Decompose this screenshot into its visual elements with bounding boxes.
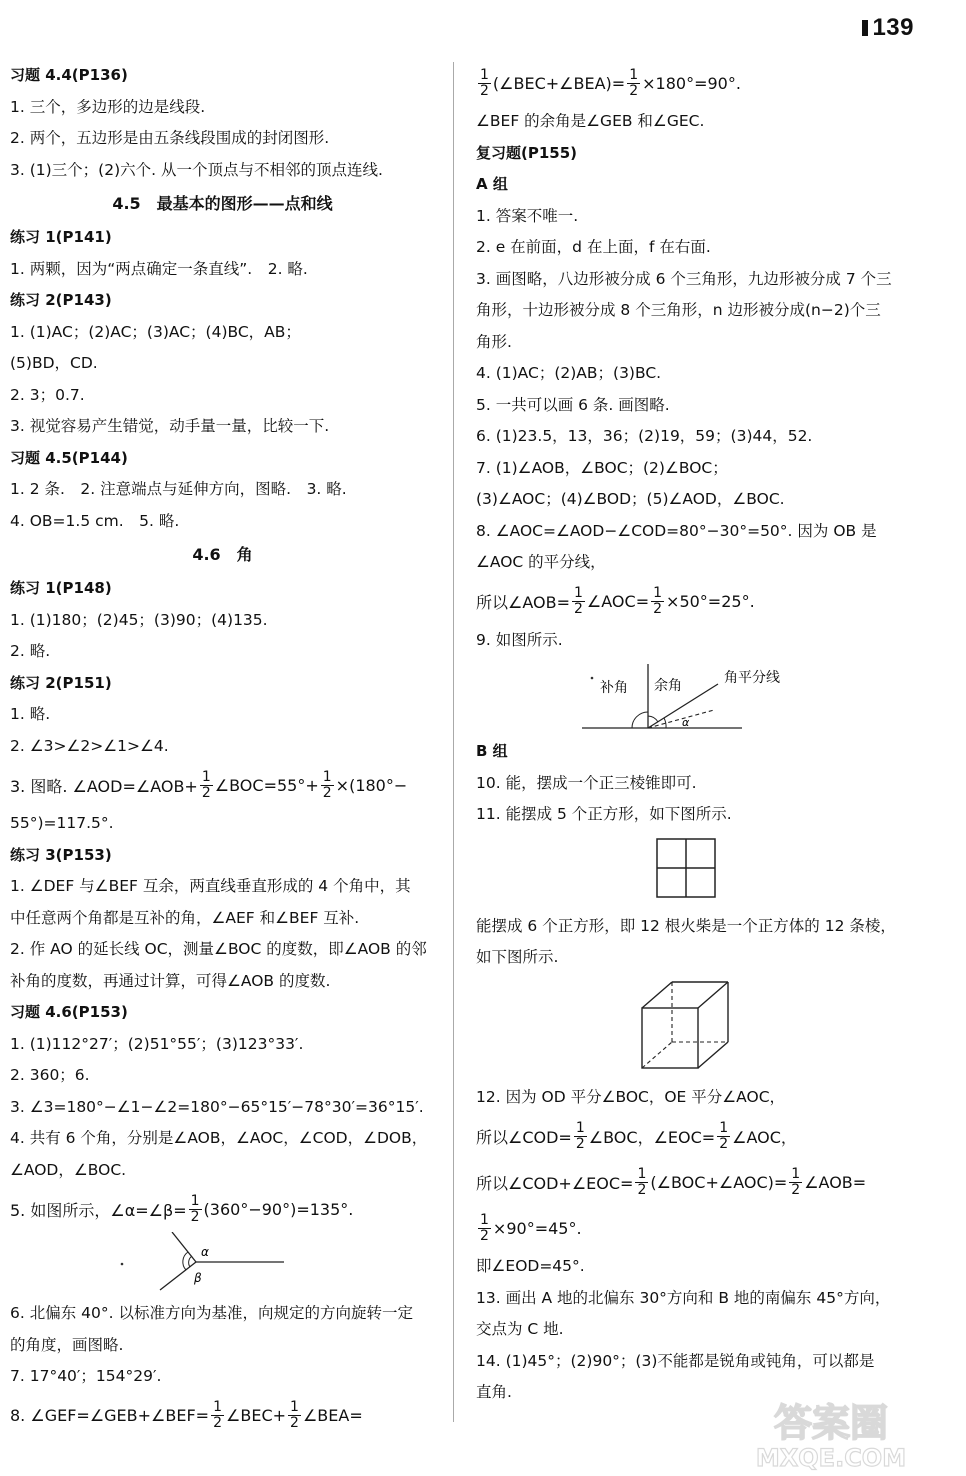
answer-line: 角形. (476, 332, 512, 351)
fraction-denominator: 2 (637, 1181, 647, 1198)
fraction-one-half (288, 1400, 301, 1431)
fraction-denominator: 2 (201, 784, 211, 801)
answer-line: 1. 两颗，因为“两点确定一条直线”. 2. 略. (10, 259, 308, 278)
answer-line: 4. OB=1.5 cm. 5. 略. (10, 511, 180, 530)
formula-text: ×50°=25°. (666, 592, 755, 611)
formula-text: ×180°=90°. (642, 73, 741, 93)
answer-line: 3. ∠3=180°−∠1−∠2=180°−65°15′−78°30′=36°15′. (10, 1097, 424, 1116)
fraction-denominator: 2 (322, 784, 332, 801)
exercise-heading: 练习 2(P151) (10, 673, 112, 692)
fraction-one-half (635, 1167, 648, 1198)
fraction-one-half (574, 1121, 587, 1152)
answer-line: 中任意两个角都是互补的角，∠AEF 和∠BEF 互补. (10, 908, 360, 927)
formula-text: ∠AOC= (586, 592, 650, 611)
formula-text: ∠BEC+ (226, 1406, 287, 1425)
answer-line: ∠BEF 的余角是∠GEB 和∠GEC. (476, 112, 705, 130)
fraction-denominator: 2 (719, 1135, 729, 1152)
answer-line: 7. (1)∠AOB，∠BOC；(2)∠BOC； (476, 458, 728, 477)
answer-line: 4. (1)AC；(2)AB；(3)BC. (476, 364, 662, 382)
fraction-numerator: 1 (791, 1165, 801, 1182)
answer-line: 1. 略. (10, 705, 51, 723)
answer-line: (5)BD，CD. (10, 354, 98, 372)
answer-line: 9. 如图所示. (476, 630, 563, 649)
answer-line: 1. ∠DEF 与∠BEF 互余，两直线垂直形成的 4 个角中，其 (10, 877, 411, 895)
answer-line: 10. 能，摆成一个正三棱锥即可. (476, 773, 697, 792)
answer-line: 2. e 在前面，d 在上面，f 在右面. (476, 238, 711, 256)
figure-angle-alpha-beta (10, 1232, 435, 1298)
formula-line (476, 579, 906, 625)
fraction-one-half (627, 68, 640, 99)
formula-text: ∠BOC=55°+ (214, 775, 319, 795)
exercise-heading: 练习 1(P141) (10, 228, 112, 246)
answer-line: 3. 画图略，八边形被分成 6 个三角形，九边形被分成 7 个三 (476, 269, 892, 288)
formula-text: (360°−90°)=135°. (203, 1199, 354, 1219)
cube-diagram (476, 974, 906, 1082)
answer-line: 1. (1)180；(2)45；(3)90；(4)135. (10, 610, 268, 629)
formula-line (10, 762, 435, 808)
answer-line: 1. (1)112°27′；(2)51°55′；(3)123°33′. (10, 1034, 304, 1053)
fraction-one-half (478, 68, 491, 99)
formula-line (476, 1159, 906, 1205)
formula-text: ∠AOC， (732, 1127, 797, 1147)
fraction-denominator: 2 (575, 1135, 585, 1152)
fraction-denominator: 2 (190, 1208, 200, 1225)
fraction-numerator: 1 (201, 768, 211, 785)
answer-line: 2. 360；6. (10, 1066, 90, 1084)
complementary-angle-label: 余角 (654, 678, 682, 694)
formula-text: (∠BEC+∠BEA)= (492, 73, 626, 93)
fraction-numerator: 1 (629, 66, 639, 83)
exercise-heading: 习题 4.6(P153) (10, 1003, 128, 1021)
fraction-one-half (651, 586, 664, 617)
answer-line: 2. 3；0.7. (10, 385, 85, 404)
fraction-denominator: 2 (653, 601, 663, 617)
formula-line (476, 1113, 906, 1159)
formula-line (10, 1393, 435, 1439)
answer-line: 能摆成 6 个正方形，即 12 根火柴是一个正方体的 12 条棱， (476, 916, 896, 935)
answer-line: 7. 17°40′；154°29′. (10, 1367, 162, 1385)
answer-line: 1. 答案不唯一. (476, 206, 579, 225)
group-heading: A 组 (476, 175, 508, 193)
fraction-numerator: 1 (480, 66, 489, 83)
formula-text: ∠AOB= (804, 1172, 867, 1192)
fraction-one-half (211, 1400, 224, 1431)
fraction-denominator: 2 (213, 1415, 223, 1431)
fraction-numerator: 1 (574, 585, 583, 601)
page-number: 139 (862, 14, 914, 42)
answer-line: 8. ∠AOC=∠AOD−∠COD=80°−30°=50°. 因为 OB 是 (476, 521, 877, 540)
supplementary-angle-label: 补角 (600, 680, 628, 696)
alpha-label: α (682, 716, 690, 729)
fraction-one-half (789, 1167, 802, 1198)
answer-line: 角形，十边形被分成 8 个三角形，n 边形被分成(n−2)个三 (476, 301, 881, 319)
figure-cube (476, 974, 906, 1082)
fraction-denominator: 2 (574, 601, 583, 617)
angle-diagram (10, 1232, 435, 1298)
answer-line: 补角的度数，再通过计算，可得∠AOB 的度数. (10, 971, 331, 990)
answer-line: ∠AOC 的平分线， (476, 553, 606, 571)
formula-text: 所以∠COD= (476, 1127, 572, 1147)
exercise-heading: 习题 4.4(P136) (10, 66, 128, 84)
fraction-denominator: 2 (480, 82, 489, 99)
fraction-denominator: 2 (290, 1415, 299, 1431)
formula-text: 5. 如图所示，∠α=∠β= (10, 1200, 187, 1220)
exercise-heading: 练习 3(P153) (10, 845, 112, 864)
answer-line: (3)∠AOC；(4)∠BOD；(5)∠AOD，∠BOC. (476, 490, 785, 508)
left-column (10, 60, 435, 1439)
answer-line: 11. 能摆成 5 个正方形，如下图所示. (476, 805, 732, 823)
right-column (476, 60, 906, 1409)
formula-text: ∠BEA= (302, 1406, 363, 1425)
formula-text: 所以∠AOB= (476, 593, 570, 612)
group-heading: B 组 (476, 742, 508, 760)
answer-line: ∠AOD，∠BOC. (10, 1160, 127, 1179)
formula-text: 所以∠COD+∠EOC= (476, 1173, 634, 1193)
angle-bisector-label: 角平分线 (724, 670, 780, 686)
fraction-one-half (189, 1194, 202, 1225)
exercise-heading: 练习 2(P143) (10, 291, 112, 309)
fraction-numerator: 1 (213, 1399, 223, 1415)
answer-line: 14. (1)45°；(2)90°；(3)不能都是锐角或钝角，可以都是 (476, 1351, 875, 1370)
answer-line: 5. 一共可以画 6 条. 画图略. (476, 395, 670, 414)
formula-line (10, 1186, 435, 1232)
answer-line: 12. 因为 OD 平分∠BOC，OE 平分∠AOC， (476, 1087, 786, 1106)
answer-line: 2. 作 AO 的延长线 OC，测量∠BOC 的度数，即∠AOB 的邻 (10, 940, 427, 958)
answer-line: 55°)=117.5°. (10, 814, 114, 832)
watermark-url: MXQE.COM (755, 1444, 907, 1472)
section-title-4-5: 4.5 最基本的图形——点和线 (112, 194, 333, 213)
fraction-denominator: 2 (629, 82, 639, 99)
answer-line: 4. 共有 6 个角，分别是∠AOB，∠AOC，∠COD，∠DOB， (10, 1129, 428, 1147)
exercise-heading: 复习题(P155) (476, 143, 578, 162)
answer-line: 1. 三个，多边形的边是线段. (10, 97, 206, 116)
fraction-numerator: 1 (637, 1165, 647, 1182)
fraction-one-half (478, 1213, 491, 1244)
fraction-one-half (321, 770, 334, 801)
answer-line: 如下图所示. (476, 948, 559, 966)
formula-line (476, 60, 906, 106)
fraction-numerator: 1 (322, 768, 332, 785)
fraction-numerator: 1 (480, 1211, 489, 1228)
answer-line: 3. 视觉容易产生错觉，动手量一量，比较一下. (10, 417, 330, 435)
formula-text: (∠BOC+∠AOC)= (650, 1172, 788, 1192)
fraction-numerator: 1 (719, 1119, 729, 1136)
fraction-numerator: 1 (190, 1192, 200, 1209)
fraction-numerator: 1 (575, 1119, 585, 1136)
answer-line: 3. (1)三个；(2)六个. 从一个顶点与不相邻的顶点连线. (10, 160, 383, 179)
fraction-one-half (200, 770, 213, 801)
square-grid-diagram (476, 831, 906, 911)
fraction-denominator: 2 (791, 1181, 801, 1198)
watermark-logo (706, 1392, 956, 1472)
fraction-numerator: 1 (653, 585, 663, 601)
answer-line: 直角. (476, 1383, 512, 1401)
answer-line: 6. (1)23.5，13，36；(2)19，59；(3)44，52. (476, 427, 813, 445)
figure-complement-supplement (476, 656, 906, 736)
formula-text: 3. 图略. ∠AOD=∠AOB+ (10, 776, 198, 796)
answer-line: 的角度，画图略. (10, 1335, 124, 1354)
answer-line: 6. 北偏东 40°. 以标准方向为基准，向规定的方向旋转一定 (10, 1304, 413, 1322)
alpha-label: α (201, 1245, 209, 1259)
formula-text: ×(180°− (335, 775, 408, 795)
watermark-text: 答案圈 (773, 1401, 889, 1445)
answer-line: 2. 略. (10, 642, 51, 660)
figure-five-squares (476, 831, 906, 911)
answer-line: 13. 画出 A 地的北偏东 30°方向和 B 地的南偏东 45°方向， (476, 1288, 891, 1307)
answer-line: 交点为 C 地. (476, 1320, 564, 1338)
fraction-one-half (717, 1121, 730, 1152)
angle-bisector-diagram (476, 656, 906, 736)
section-title-4-6: 4.6 角 (192, 545, 253, 564)
answer-line: 2. 两个，五边形是由五条线段围成的封闭图形. (10, 129, 330, 147)
answer-line: 1. 2 条. 2. 注意端点与延伸方向，图略. 3. 略. (10, 480, 347, 498)
answer-line: 即∠EOD=45°. (476, 1257, 585, 1275)
fraction-denominator: 2 (480, 1227, 489, 1244)
answer-line: 2. ∠3>∠2>∠1>∠4. (10, 736, 169, 755)
formula-text: 8. ∠GEF=∠GEB+∠BEF= (10, 1406, 210, 1425)
answer-line: 1. (1)AC；(2)AC；(3)AC；(4)BC，AB； (10, 322, 301, 341)
formula-line (476, 1205, 906, 1251)
exercise-heading: 练习 1(P148) (10, 579, 112, 597)
formula-text: ×90°=45°. (492, 1218, 582, 1238)
formula-text: ∠BOC，∠EOC= (588, 1127, 716, 1147)
fraction-one-half (572, 586, 585, 617)
fraction-numerator: 1 (290, 1399, 299, 1415)
beta-label: β (194, 1271, 202, 1285)
column-divider (453, 62, 454, 1422)
exercise-heading: 习题 4.5(P144) (10, 448, 128, 467)
